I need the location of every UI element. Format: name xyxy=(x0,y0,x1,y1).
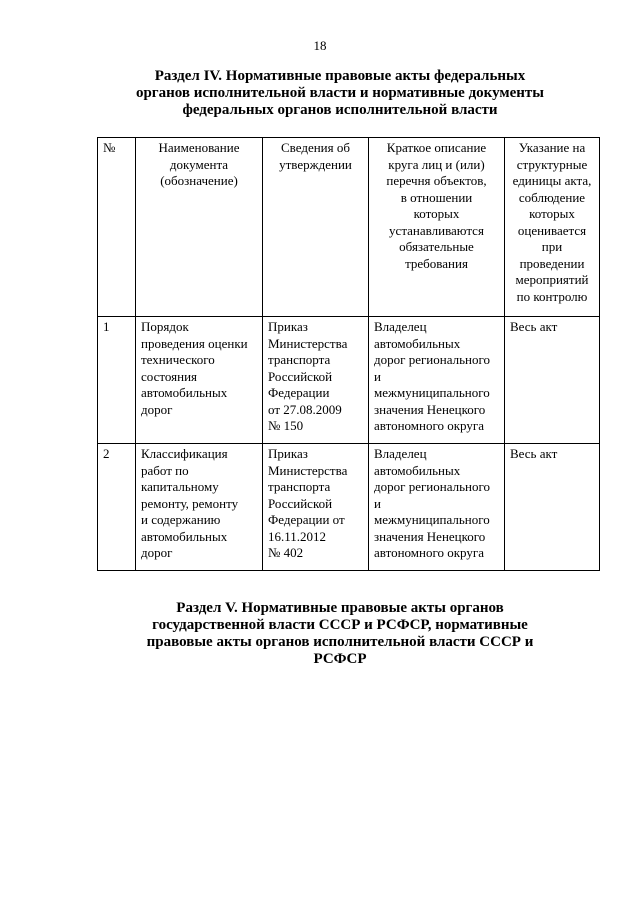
section-iv-line: федеральных органов исполнительной власти xyxy=(182,102,498,118)
cell-line: 1 xyxy=(103,319,110,334)
cell-line: автомобильных xyxy=(374,335,461,351)
cell-line: по контролю xyxy=(516,288,588,304)
cell-line: проведения оценки xyxy=(141,335,248,351)
cell-line: от 27.08.2009 xyxy=(268,401,342,417)
cell-line: при xyxy=(541,239,563,254)
cell-line: Весь акт xyxy=(510,319,558,334)
cell-line: оценивается xyxy=(517,222,587,238)
section-v-line: правовые акты органов исполнительной власти СССР и xyxy=(146,634,534,650)
cell-line: Краткое описание xyxy=(386,140,487,155)
cell-document-name xyxy=(136,444,263,571)
cell-line: технического xyxy=(141,352,215,367)
cell-description xyxy=(369,444,505,571)
cell-line: и содержанию xyxy=(141,512,221,527)
section-iv-heading xyxy=(100,68,580,119)
cell-number xyxy=(98,317,136,444)
cell-line: автономного округа xyxy=(374,545,484,560)
header-cell-units xyxy=(505,138,600,317)
cell-units xyxy=(505,444,600,571)
cell-description xyxy=(369,317,505,444)
table-row xyxy=(98,444,600,571)
cell-line: Российской xyxy=(268,368,333,384)
cell-line: Наименование xyxy=(158,140,240,155)
cell-line: (обозначение) xyxy=(160,173,238,188)
cell-line: и xyxy=(374,368,381,384)
cell-line: Федерации xyxy=(268,385,330,400)
page-number: 18 xyxy=(313,38,327,53)
cell-line: обязательные xyxy=(399,239,474,254)
section-iv-line: органов исполнительной власти и нормативные документы xyxy=(135,85,545,101)
cell-document-name xyxy=(136,317,263,444)
cell-line: Порядок xyxy=(141,319,189,334)
cell-line: дорог xyxy=(141,545,173,560)
cell-line: Федерации от xyxy=(268,512,345,527)
cell-line: автономного округа xyxy=(374,418,484,433)
cell-line: 2 xyxy=(103,446,110,461)
cell-line: соблюдение xyxy=(518,189,586,205)
cell-line: единицы акта, xyxy=(512,173,592,188)
cell-line: документа xyxy=(169,156,229,172)
header-cell-number xyxy=(98,138,136,317)
cell-line: № 402 xyxy=(268,545,304,560)
section-v-line: государственной власти СССР и РСФСР, нормативные xyxy=(152,617,528,633)
section-v-heading xyxy=(130,600,550,668)
cell-line: Министерства xyxy=(268,335,348,351)
section-iv-line: Раздел IV. Нормативные правовые акты федеральных xyxy=(154,68,526,84)
cell-line: работ по xyxy=(141,462,189,478)
cell-line: Министерства xyxy=(268,462,348,478)
table-header-row xyxy=(98,138,600,317)
cell-line: № 150 xyxy=(268,418,304,433)
cell-line: значения Ненецкого xyxy=(374,401,486,417)
cell-line: Приказ xyxy=(268,319,308,334)
cell-line: и xyxy=(374,495,381,511)
cell-line: которых xyxy=(413,206,460,221)
cell-line: 16.11.2012 xyxy=(268,528,327,544)
cell-line: проведении xyxy=(519,255,585,271)
cell-line: дорог xyxy=(141,401,173,417)
cell-line: Владелец xyxy=(374,446,427,461)
cell-approval-info xyxy=(263,317,369,444)
cell-number xyxy=(98,444,136,571)
cell-line: состояния xyxy=(141,368,197,384)
cell-line: утверждении xyxy=(279,156,352,172)
cell-line: в отношении xyxy=(400,189,473,205)
cell-line: автомобильных xyxy=(141,385,228,400)
cell-line: транспорта xyxy=(268,352,331,367)
cell-line: межмуниципального xyxy=(374,385,490,400)
cell-line: мероприятий xyxy=(515,272,589,287)
cell-units xyxy=(505,317,600,444)
header-cell-approval xyxy=(263,138,369,317)
cell-line: ремонту, ремонту xyxy=(141,495,239,511)
cell-line: структурные xyxy=(516,156,588,172)
cell-line: транспорта xyxy=(268,479,331,494)
cell-line: Классификация xyxy=(141,446,228,461)
cell-line: Российской xyxy=(268,495,333,511)
cell-line: капитальному xyxy=(141,479,219,494)
cell-line: дорог регионального xyxy=(374,352,490,367)
cell-line: Владелец xyxy=(374,319,427,334)
table-row xyxy=(98,317,600,444)
cell-line: устанавливаются xyxy=(389,222,484,238)
cell-line: Приказ xyxy=(268,446,308,461)
cell-approval-info xyxy=(263,444,369,571)
cell-line: автомобильных xyxy=(374,462,461,478)
cell-line: дорог регионального xyxy=(374,479,490,494)
cell-line: значения Ненецкого xyxy=(374,528,486,544)
cell-line: Весь акт xyxy=(510,446,558,461)
cell-line: Сведения об xyxy=(281,140,350,155)
cell-line: межмуниципального xyxy=(374,512,490,527)
header-cell-description xyxy=(369,138,505,317)
header-cell-name xyxy=(136,138,263,317)
acts-table xyxy=(97,137,600,571)
cell-line: круга лиц и (или) xyxy=(388,156,485,172)
section-v-line: Раздел V. Нормативные правовые акты органов xyxy=(176,600,504,616)
section-v-line: РСФСР xyxy=(313,651,367,667)
cell-line: требования xyxy=(405,255,468,271)
cell-line: автомобильных xyxy=(141,528,228,544)
cell-line: перечня объектов, xyxy=(386,173,487,188)
cell-line: Указание на xyxy=(518,140,586,155)
cell-line: № xyxy=(103,140,116,155)
cell-line: которых xyxy=(529,206,575,221)
